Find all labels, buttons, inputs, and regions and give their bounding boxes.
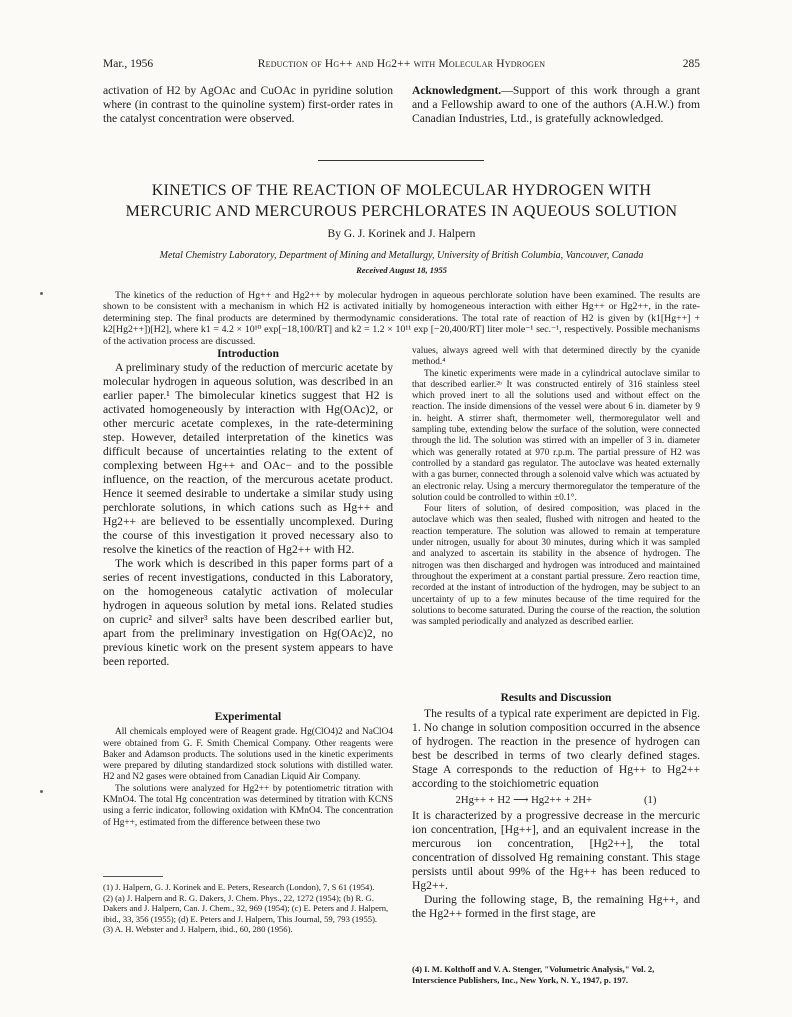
running-header <box>103 58 700 74</box>
introduction-paragraph-2: The work which is described in this paper forms part of a series of recent investigations, conducted in this Laboratory, on the homogeneous catalytic activation of molecular hydrogen in aqueous solution by metal ions. Related studies on cupric² and silver³ salts have been described earlier but, apart from the preliminary investigation on Hg(OAc)2, no previous kinetic work on the present system appears to have been reported. <box>103 557 393 668</box>
affiliation: Metal Chemistry Laboratory, Department of Mining and Metallurgy, University of British Columbia, Vancouver, Canada <box>159 250 644 261</box>
experimental-paragraph-1: All chemicals employed were of Reagent grade. Hg(ClO4)2 and NaClO4 were obtained from G. F. Smith Chemical Company. Other reagents were Baker and Adamson products. The solutions used in the kinetic experiments were prepared by diluting standardized stock solutions with distilled water. H2 and N2 gases were obtained from Canadian Liquid Air Company. <box>103 727 393 783</box>
title-line-2: MERCURIC AND MERCUROUS PERCHLORATES IN AQUEOUS SOLUTION <box>125 203 678 220</box>
previous-article-ending <box>103 84 393 126</box>
abstract <box>103 290 700 347</box>
previous-article-text: activation of H2 by AgOAc and CuOAc in pyridine solution where (in contrast to the quinoline system) first-order rates in the catalyst concentration were observed. <box>103 84 393 125</box>
results-section <box>412 691 700 921</box>
footnotes-right <box>412 964 700 985</box>
received-date: Received August 18, 1955 <box>356 265 447 275</box>
results-paragraph-2: It is characterized by a progressive decrease in the mercuric ion concentration, [Hg++], and an equivalent increase in the mercurous ion concentration, [Hg2++], the total concentration of dissolved Hg remaining constant. This stage persists until about 99% of the Hg++ has been reduced to Hg2++. <box>412 809 700 892</box>
acknowledgment-label: Acknowledgment. <box>412 84 502 97</box>
footnote-2: (2) (a) J. Halpern and R. G. Dakers, J. Chem. Phys., 22, 1272 (1954); (b) R. G. Dakers and J. Halpern, Can. J. Chem., 32, 969 (1954); (c) E. Peters and J. Halpern, ibid., 33, 356 (1955); (d) E. Peters and J. Halpern, This Journal, 59, 793 (1955). <box>103 892 389 924</box>
scan-speck <box>40 790 43 793</box>
experimental-paragraph-2: The solutions were analyzed for Hg2++ by potentiometric titration with KMnO4. The total Hg concentration was determined by titration with KCNS using a ferric indicator, following oxidation with KMnO4. The concentration of Hg++, estimated from the difference between these two <box>103 783 393 828</box>
results-paragraph-1: The results of a typical rate experiment are depicted in Fig. 1. No change in solution composition occurred in the absence of hydrogen. The reaction in the presence of hydrogen can best be described in terms of two clearly defined stages. Stage A corresponds to the reduction of Hg++ to Hg2++ according to the stoichiometric equation <box>412 707 700 790</box>
left-column <box>103 347 393 669</box>
page-number: 285 <box>682 58 700 70</box>
footnote-rule <box>103 876 163 877</box>
experimental-heading: Experimental <box>214 711 282 723</box>
header-date: Mar., 1956 <box>103 58 154 70</box>
acknowledgment-text: —Support of this work through a grant and a Fellowship award to one of the authors (A.H.W.) from Canadian Industries, Ltd., is gratefully acknowledged. <box>412 84 700 125</box>
equation-1 <box>412 793 700 807</box>
results-heading: Results and Discussion <box>500 692 612 704</box>
footnotes-left <box>103 882 393 935</box>
introduction-paragraph-1: A preliminary study of the reduction of mercuric acetate by molecular hydrogen in aqueous solution, was described in an earlier paper.¹ The bimolecular kinetics suggest that H2 is activated homogeneously by interaction with Hg(OAc)2, or other mercuric acetate complexes, in the rate-determining step. However, detailed interpretation of the kinetics was difficult because of uncertainties relating to the extent of complexing between Hg++ and OAc− and to the possible influence, on the reaction, of the mercurous acetate product. Hence it seemed desirable to undertake a similar study using perchlorate solutions, in which cations such as Hg++ and Hg2++ are believed to be essentially uncomplexed. During the course of this investigation it proved necessary also to resolve the kinetics of the reaction of Hg2++ with H2. <box>103 361 393 556</box>
results-paragraph-3: During the following stage, B, the remaining Hg++, and the Hg2++ formed in the first stage, are <box>412 893 700 920</box>
equation-text: 2Hg++ + H2 ⟶ Hg2++ + 2H+ <box>455 794 592 806</box>
title-line-1: KINETICS OF THE REACTION OF MOLECULAR HYDROGEN WITH <box>151 182 652 199</box>
experimental-section <box>103 712 393 829</box>
separator-rule <box>318 160 484 161</box>
header-title: Reduction of Hg++ and Hg2++ with Molecular Hydrogen <box>257 58 546 70</box>
footnote-4: (4) I. M. Kolthoff and V. A. Stenger, "Volumetric Analysis," Vol. 2, Interscience Publishers, Inc., New York, N. Y., 1947, p. 197. <box>412 964 655 985</box>
byline: By G. J. Korinek and J. Halpern <box>327 228 476 240</box>
footnote-1: (1) J. Halpern, G. J. Korinek and E. Peters, Research (London), 7, S 61 (1954). <box>103 882 375 892</box>
right-column-methods <box>412 346 700 628</box>
introduction-heading: Introduction <box>217 348 279 360</box>
acknowledgment-paragraph <box>412 84 700 126</box>
equation-number: (1) <box>644 794 657 806</box>
article-title <box>103 180 700 222</box>
right-paragraph-2: Four liters of solution, of desired composition, was placed in the autoclave which was then sealed, flushed with nitrogen and heated to the reaction temperature. The solution was allowed to remain at temperature under nitrogen, usually for about 30 minutes, during which it was sampled and analyzed to ascertain its stability in the absence of hydrogen. The nitrogen was then discharged and hydrogen was introduced and maintained throughout the experiment at a constant partial pressure. Zero reaction time, recorded at the instant of introduction of the hydrogen, may be subject to an uncertainty of up to a few minutes because of the time required for the solutions to become saturated. During the course of the reaction, the solution was sampled periodically and analyzed as described earlier. <box>412 504 700 628</box>
right-paragraph-1: The kinetic experiments were made in a cylindrical autoclave similar to that described earlier.²ᵇ It was constructed entirely of 316 stainless steel which proved inert to all the solutions used and without effect on the reaction. The inside dimensions of the vessel were about 6 in. diameter by 9 in. height. A stirrer shaft, thermometer well, thermoregulator well and sampling tube, extending below the surface of the solution, were connected through the lid. The solution was stirred with an impeller of 3 in. diameter which was generally rotated at 970 r.p.m. The partial pressure of H2 was controlled by a standard gas regulator. The autoclave was heated externally with a gas burner, connected through a solenoid valve which was actuated by an electronic relay. Using a mercury thermoregulator the temperature of the solution could be controlled to within ±0.1°. <box>412 368 700 503</box>
footnote-3: (3) A. H. Webster and J. Halpern, ibid., 60, 280 (1956). <box>103 924 293 935</box>
scan-speck <box>40 292 43 295</box>
abstract-text: The kinetics of the reduction of Hg++ and Hg2++ by molecular hydrogen in aqueous perchlorate solution have been examined. The results are shown to be consistent with a mechanism in which H2 is activated initially by homogeneous interaction with either Hg++ or Hg2++, in the rate-determining step. The final products are determined by thermodynamic considerations. The total rate of reaction of H2 is given by (k1[Hg++] + k2[Hg2++])[H2], where k1 = 4.2 × 10¹⁰ exp[−18,100/RT] and k2 = 1.2 × 10¹¹ exp [−20,400/RT] liter mole⁻¹ sec.⁻¹, respectively. Possible mechanisms of the activation process are discussed. <box>103 290 700 347</box>
right-paragraph-0: values, always agreed well with that determined directly by the cyanide method.⁴ <box>412 346 700 368</box>
acknowledgment <box>412 84 700 126</box>
